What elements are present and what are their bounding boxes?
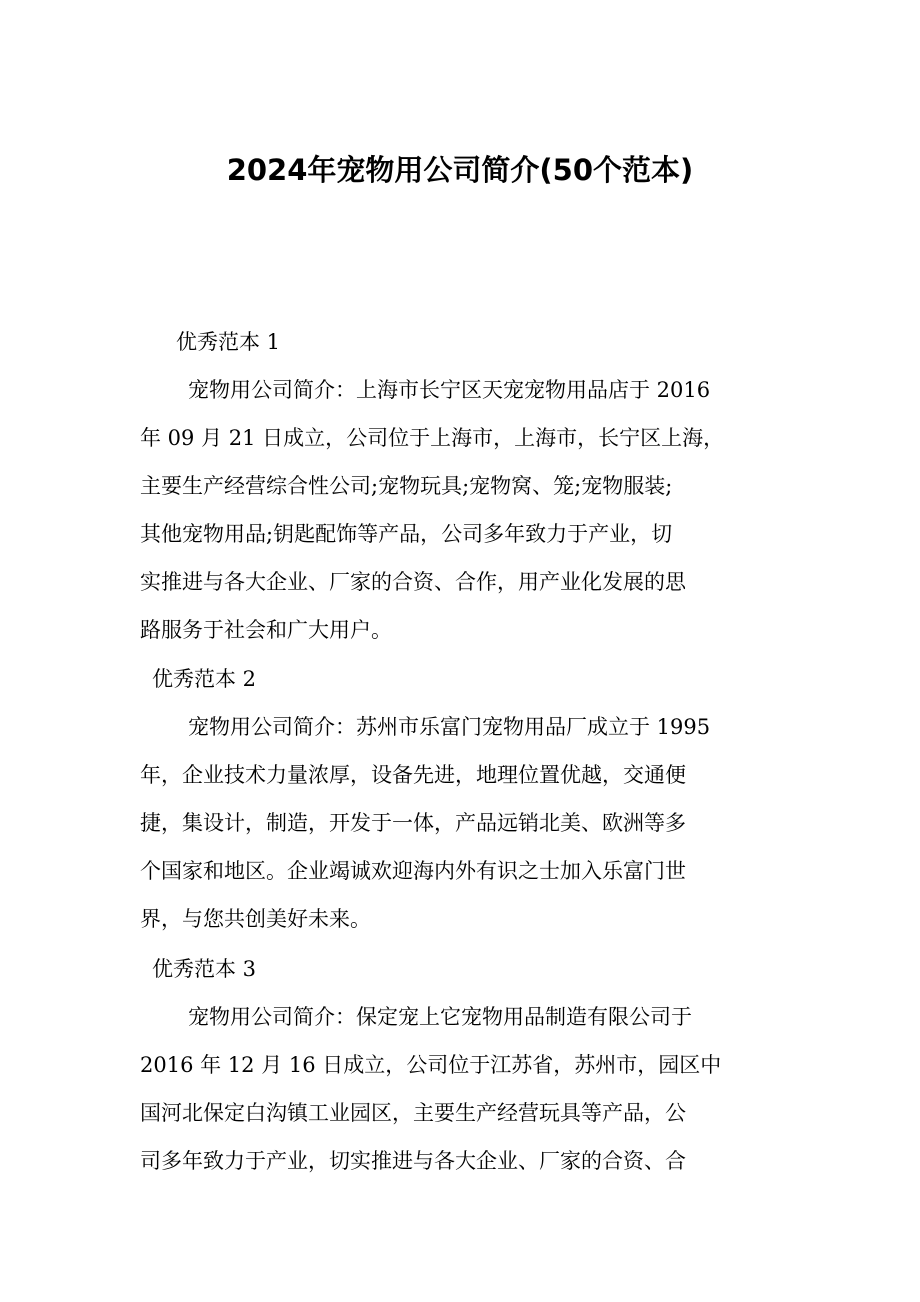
section-paragraph-3 <box>140 993 785 1185</box>
section-paragraph-2 <box>140 703 785 943</box>
paragraph-line: 国河北保定白沟镇工业园区，主要生产经营玩具等产品，公 <box>140 1101 686 1125</box>
paragraph-line: 实推进与各大企业、厂家的合资、合作，用产业化发展的思 <box>140 570 686 594</box>
section-heading-3: 优秀范本 3 <box>152 957 257 981</box>
paragraph-line: 宠物用公司简介：苏州市乐富门宠物用品厂成立于 1995 <box>188 715 711 739</box>
paragraph-line: 其他宠物用品;钥匙配饰等产品，公司多年致力于产业，切 <box>140 522 673 546</box>
paragraph-line: 司多年致力于产业，切实推进与各大企业、厂家的合资、合 <box>140 1149 686 1173</box>
section-heading-1: 优秀范本 1 <box>176 330 281 354</box>
page-title: 2024年宠物用公司简介(50个范本) <box>226 153 694 187</box>
paragraph-line: 2016 年 12 月 16 日成立，公司位于江苏省，苏州市，园区中 <box>140 1053 722 1077</box>
paragraph-line: 个国家和地区。企业竭诚欢迎海内外有识之士加入乐富门世 <box>140 859 686 883</box>
paragraph-line: 年 09 月 21 日成立，公司位于上海市，上海市，长宁区上海， <box>140 426 725 450</box>
paragraph-line: 宠物用公司简介：保定宠上它宠物用品制造有限公司于 <box>188 1005 692 1029</box>
paragraph-line: 主要生产经营综合性公司;宠物玩具;宠物窝、笼;宠物服装; <box>140 474 673 498</box>
section-paragraph-1 <box>140 366 785 654</box>
paragraph-line: 路服务于社会和广大用户。 <box>140 618 392 642</box>
paragraph-line: 界，与您共创美好未来。 <box>140 907 371 931</box>
paragraph-line: 年，企业技术力量浓厚，设备先进，地理位置优越，交通便 <box>140 763 686 787</box>
section-heading-2: 优秀范本 2 <box>152 667 257 691</box>
paragraph-line: 宠物用公司简介：上海市长宁区天宠宠物用品店于 2016 <box>188 378 711 402</box>
paragraph-line: 捷，集设计，制造，开发于一体，产品远销北美、欧洲等多 <box>140 811 686 835</box>
